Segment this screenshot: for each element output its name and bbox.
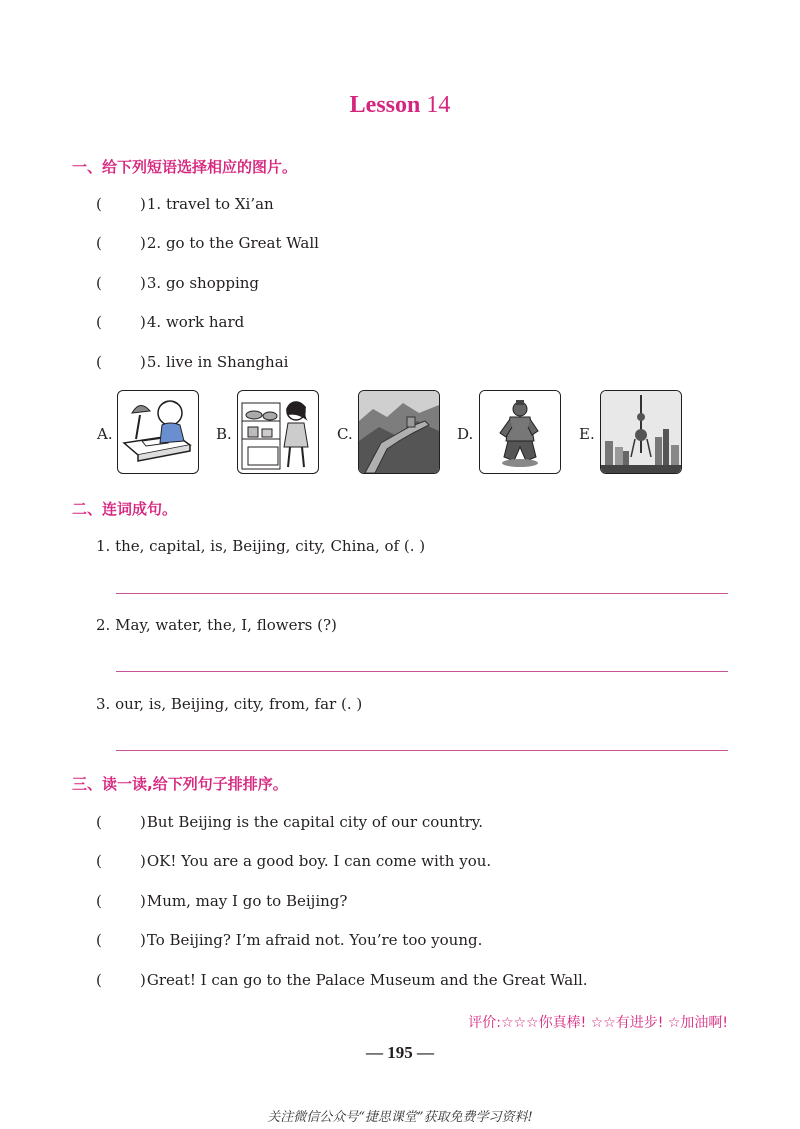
list-item: ( ) 5. live in Shanghai bbox=[96, 353, 289, 371]
list-item: ( ) 1. travel to Xi’an bbox=[96, 195, 274, 213]
list-item: ( ) OK! You are a good boy. I can come with you. bbox=[96, 852, 492, 870]
page-title: Lesson 14 bbox=[349, 92, 451, 118]
evaluation-text: 评价:☆☆☆你真棒! ☆☆有进步! ☆加油啊! bbox=[468, 1015, 728, 1031]
answer-line[interactable] bbox=[116, 671, 728, 672]
boy-studying-icon bbox=[117, 390, 199, 474]
picture-label-b: B. bbox=[216, 425, 232, 443]
list-item: 2. May, water, the, I, flowers (?) bbox=[96, 616, 337, 634]
terracotta-warrior-icon bbox=[479, 390, 561, 474]
list-item: 1. the, capital, is, Beijing, city, China, of (. ) bbox=[96, 537, 426, 555]
list-item: ( ) 2. go to the Great Wall bbox=[96, 234, 319, 252]
picture-label-e: E. bbox=[579, 425, 595, 443]
list-item: ( ) Great! I can go to the Palace Museum and the Great Wall. bbox=[96, 971, 588, 989]
list-item: ( ) To Beijing? I’m afraid not. You’re too young. bbox=[96, 931, 483, 949]
answer-line[interactable] bbox=[116, 750, 728, 751]
picture-label-c: C. bbox=[337, 425, 353, 443]
answer-line[interactable] bbox=[116, 593, 728, 594]
picture-label-a: A. bbox=[97, 425, 113, 443]
list-item: ( ) But Beijing is the capital city of our country. bbox=[96, 813, 484, 831]
section3-heading: 三、读一读,给下列句子排排序。 bbox=[72, 775, 288, 793]
picture-label-d: D. bbox=[457, 425, 474, 443]
footer-note: 关注微信公众号“捷思课堂”获取免费学习资料! bbox=[267, 1110, 533, 1125]
list-item: ( ) 4. work hard bbox=[96, 313, 245, 331]
list-item: ( ) Mum, may I go to Beijing? bbox=[96, 892, 348, 910]
section2-heading: 二、连词成句。 bbox=[72, 500, 178, 518]
great-wall-icon bbox=[358, 390, 440, 474]
page-number: — 195 — bbox=[366, 1043, 434, 1062]
section1-heading: 一、给下列短语选择相应的图片。 bbox=[72, 158, 298, 176]
shanghai-skyline-icon bbox=[600, 390, 682, 474]
list-item: ( ) 3. go shopping bbox=[96, 274, 260, 292]
list-item: 3. our, is, Beijing, city, from, far (. ) bbox=[96, 695, 363, 713]
girl-shopping-icon bbox=[237, 390, 319, 474]
